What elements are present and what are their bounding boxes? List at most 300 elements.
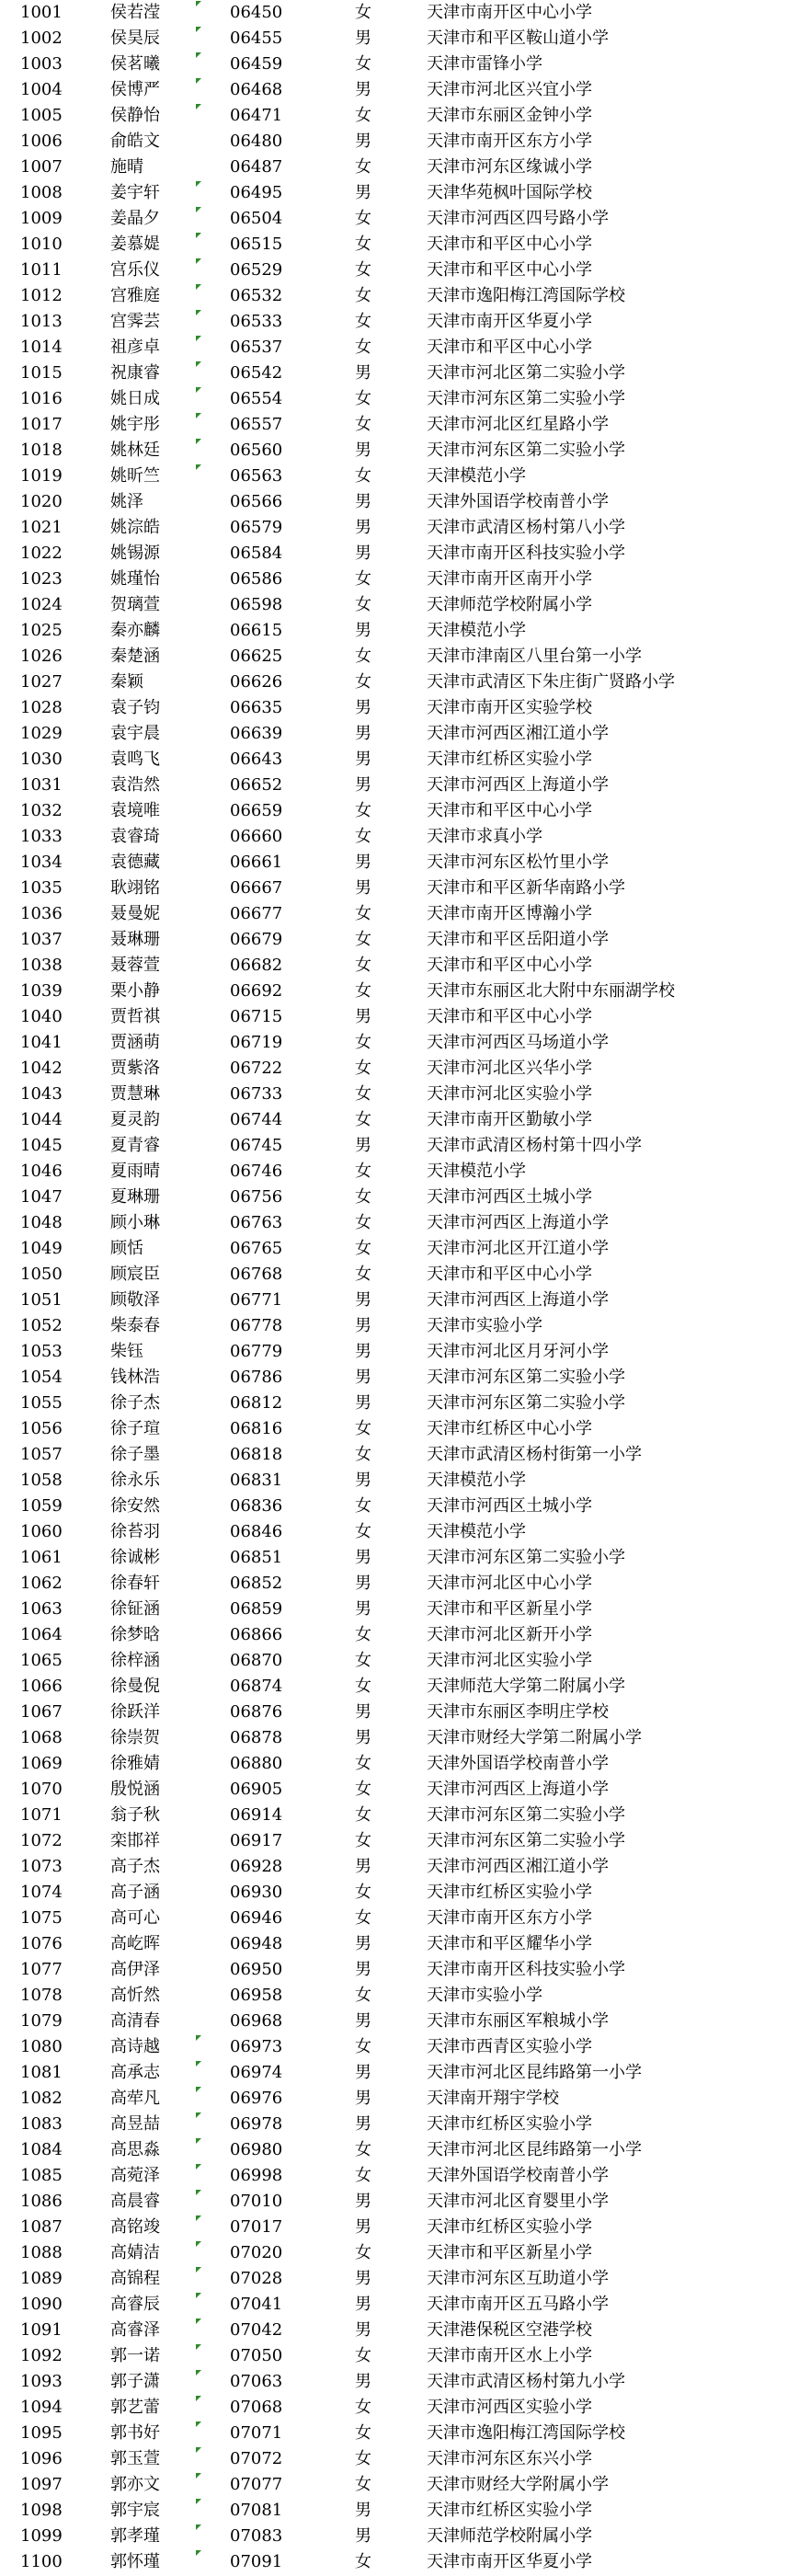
- school-cell: 天津市河北区兴华小学: [427, 1059, 592, 1078]
- gender-cell: 女: [355, 930, 371, 949]
- student-name-cell: 贺璃萱: [110, 595, 160, 614]
- student-id-cell: 1038: [20, 956, 63, 975]
- exam-code-cell: 07010: [230, 2192, 283, 2211]
- student-id-cell: 1082: [20, 2089, 63, 2108]
- exam-code-cell: 06976: [230, 2089, 283, 2108]
- student-name-cell: 高子涵: [110, 1883, 160, 1902]
- table-row: [0, 2498, 799, 2524]
- table-row: [0, 1700, 799, 1725]
- student-name-cell: 徐雅婧: [110, 1754, 160, 1773]
- student-id-cell: 1001: [20, 3, 63, 22]
- student-id-cell: 1061: [20, 1548, 63, 1567]
- student-id-cell: 1058: [20, 1471, 63, 1490]
- gender-cell: 女: [355, 3, 371, 22]
- student-id-cell: 1025: [20, 621, 63, 640]
- exam-code-cell: 06968: [230, 2011, 283, 2031]
- gender-cell: 男: [355, 2269, 371, 2288]
- gender-cell: 女: [355, 1522, 371, 1541]
- cell-error-indicator-icon: [196, 2524, 201, 2530]
- student-name-cell: 徐永乐: [110, 1471, 160, 1490]
- exam-code-cell: 07020: [230, 2243, 283, 2262]
- student-id-cell: 1084: [20, 2140, 63, 2159]
- student-id-cell: 1040: [20, 1007, 63, 1026]
- student-name-cell: 柴钰: [110, 1342, 143, 1361]
- table-row: [0, 1725, 799, 1751]
- gender-cell: 男: [355, 2372, 371, 2391]
- gender-cell: 女: [355, 1419, 371, 1438]
- school-cell: 天津市武清区杨村街第一小学: [427, 1445, 642, 1464]
- student-name-cell: 高昱喆: [110, 2114, 160, 2134]
- exam-code-cell: 06504: [230, 209, 283, 228]
- exam-code-cell: 06579: [230, 518, 283, 537]
- table-row: [0, 129, 799, 155]
- table-row: [0, 1545, 799, 1571]
- student-name-cell: 高铭竣: [110, 2217, 160, 2237]
- student-id-cell: 1077: [20, 1960, 63, 1979]
- school-cell: 天津市和平区中心小学: [427, 801, 592, 820]
- gender-cell: 女: [355, 2475, 371, 2494]
- gender-cell: 男: [355, 1316, 371, 1335]
- gender-cell: 女: [355, 1033, 371, 1052]
- school-cell: 天津市河西区上海道小学: [427, 775, 609, 795]
- exam-code-cell: 06876: [230, 1702, 283, 1722]
- table-row: [0, 1107, 799, 1133]
- school-cell: 天津模范小学: [427, 621, 526, 640]
- exam-code-cell: 06778: [230, 1316, 283, 1335]
- exam-code-cell: 06946: [230, 1908, 283, 1928]
- student-id-cell: 1044: [20, 1110, 63, 1129]
- exam-code-cell: 07091: [230, 2552, 283, 2571]
- table-row: [0, 309, 799, 335]
- table-row: [0, 1597, 799, 1622]
- student-id-cell: 1080: [20, 2037, 63, 2056]
- exam-code-cell: 06836: [230, 1496, 283, 1516]
- cell-error-indicator-icon: [196, 2344, 201, 2350]
- exam-code-cell: 06635: [230, 698, 283, 717]
- student-id-cell: 1003: [20, 54, 63, 74]
- student-name-cell: 高睿泽: [110, 2320, 160, 2340]
- student-name-cell: 侯若滢: [110, 3, 160, 22]
- table-row: [0, 2060, 799, 2086]
- table-row: [0, 901, 799, 927]
- table-row: [0, 541, 799, 567]
- exam-code-cell: 06679: [230, 930, 283, 949]
- cell-error-indicator-icon: [196, 2112, 201, 2118]
- student-id-cell: 1069: [20, 1754, 63, 1773]
- student-name-cell: 夏灵韵: [110, 1110, 160, 1129]
- school-cell: 天津市河北区第二实验小学: [427, 363, 625, 383]
- student-name-cell: 高清春: [110, 2011, 160, 2031]
- school-cell: 天津市河西区湘江道小学: [427, 1857, 609, 1876]
- gender-cell: 女: [355, 1213, 371, 1232]
- student-name-cell: 郭艺蕾: [110, 2398, 160, 2417]
- student-id-cell: 1013: [20, 312, 63, 331]
- cell-error-indicator-icon: [196, 2473, 201, 2479]
- school-cell: 天津市河西区上海道小学: [427, 1780, 609, 1799]
- exam-code-cell: 06487: [230, 157, 283, 177]
- exam-code-cell: 06878: [230, 1728, 283, 1747]
- gender-cell: 男: [355, 2295, 371, 2314]
- student-name-cell: 高锦程: [110, 2269, 160, 2288]
- school-cell: 天津市和平区新华南路小学: [427, 878, 625, 898]
- exam-code-cell: 07077: [230, 2475, 283, 2494]
- cell-error-indicator-icon: [196, 2396, 201, 2401]
- student-id-cell: 1055: [20, 1393, 63, 1413]
- student-name-cell: 翁子秋: [110, 1805, 160, 1825]
- gender-cell: 女: [355, 1677, 371, 1696]
- student-id-cell: 1019: [20, 466, 63, 486]
- exam-code-cell: 06874: [230, 1677, 283, 1696]
- table-row: [0, 2215, 799, 2240]
- student-name-cell: 顾恬: [110, 1239, 143, 1258]
- table-row: [0, 927, 799, 953]
- school-cell: 天津市和平区中心小学: [427, 338, 592, 357]
- student-name-cell: 高睿辰: [110, 2295, 160, 2314]
- table-row: [0, 592, 799, 618]
- school-cell: 天津市河西区上海道小学: [427, 1290, 609, 1310]
- student-id-cell: 1053: [20, 1342, 63, 1361]
- student-name-cell: 徐梦晗: [110, 1625, 160, 1644]
- student-name-cell: 姜宇轩: [110, 183, 160, 202]
- table-row: [0, 2112, 799, 2137]
- cell-error-indicator-icon: [196, 2370, 201, 2376]
- table-row: [0, 361, 799, 386]
- student-id-cell: 1041: [20, 1033, 63, 1052]
- gender-cell: 男: [355, 1136, 371, 1155]
- table-row: [0, 773, 799, 798]
- school-cell: 天津市河东区互助道小学: [427, 2269, 609, 2288]
- student-id-cell: 1059: [20, 1496, 63, 1516]
- cell-error-indicator-icon: [196, 2190, 201, 2195]
- cell-error-indicator-icon: [196, 361, 201, 367]
- student-id-cell: 1026: [20, 647, 63, 666]
- student-id-cell: 1015: [20, 363, 63, 383]
- table-row: [0, 258, 799, 283]
- student-name-cell: 俞皓文: [110, 132, 160, 151]
- exam-code-cell: 06722: [230, 1059, 283, 1078]
- exam-code-cell: 06560: [230, 441, 283, 460]
- student-name-cell: 徐子瑄: [110, 1419, 160, 1438]
- table-row: [0, 1494, 799, 1519]
- exam-code-cell: 06626: [230, 672, 283, 692]
- student-id-cell: 1018: [20, 441, 63, 460]
- school-cell: 天津市武清区杨村第九小学: [427, 2372, 625, 2391]
- table-row: [0, 2034, 799, 2060]
- student-id-cell: 1035: [20, 878, 63, 898]
- student-name-cell: 高伊泽: [110, 1960, 160, 1979]
- student-name-cell: 徐春轩: [110, 1574, 160, 1593]
- cell-error-indicator-icon: [196, 104, 201, 109]
- school-cell: 天津市河北区月牙河小学: [427, 1342, 609, 1361]
- gender-cell: 男: [355, 1393, 371, 1413]
- exam-code-cell: 06958: [230, 1986, 283, 2005]
- school-cell: 天津市河东区第二实验小学: [427, 1393, 625, 1413]
- student-id-cell: 1072: [20, 1831, 63, 1850]
- exam-code-cell: 06639: [230, 724, 283, 743]
- exam-code-cell: 06480: [230, 132, 283, 151]
- student-name-cell: 郭书好: [110, 2423, 160, 2443]
- exam-code-cell: 06816: [230, 1419, 283, 1438]
- school-cell: 天津市和平区耀华小学: [427, 1934, 592, 1953]
- school-cell: 天津市和平区新星小学: [427, 1599, 592, 1619]
- student-id-cell: 1042: [20, 1059, 63, 1078]
- exam-code-cell: 07017: [230, 2217, 283, 2237]
- student-id-cell: 1097: [20, 2475, 63, 2494]
- gender-cell: 女: [355, 54, 371, 74]
- student-id-cell: 1008: [20, 183, 63, 202]
- table-row: [0, 386, 799, 412]
- school-cell: 天津市求真小学: [427, 827, 542, 846]
- gender-cell: 男: [355, 878, 371, 898]
- gender-cell: 女: [355, 1780, 371, 1799]
- gender-cell: 女: [355, 1496, 371, 1516]
- gender-cell: 男: [355, 1007, 371, 1026]
- exam-code-cell: 06667: [230, 878, 283, 898]
- gender-cell: 男: [355, 183, 371, 202]
- gender-cell: 女: [355, 1239, 371, 1258]
- exam-code-cell: 06450: [230, 3, 283, 22]
- student-id-cell: 1087: [20, 2217, 63, 2237]
- school-cell: 天津市河东区第二实验小学: [427, 1548, 625, 1567]
- gender-cell: 女: [355, 2346, 371, 2365]
- exam-code-cell: 06786: [230, 1368, 283, 1387]
- student-name-cell: 高诗越: [110, 2037, 160, 2056]
- school-cell: 天津市东丽区李明庄学校: [427, 1702, 609, 1722]
- table-row: [0, 1854, 799, 1880]
- gender-cell: 男: [355, 1574, 371, 1593]
- cell-error-indicator-icon: [196, 233, 201, 238]
- table-row: [0, 1931, 799, 1957]
- school-cell: 天津市河东区缘诚小学: [427, 157, 592, 177]
- gender-cell: 女: [355, 1831, 371, 1850]
- table-row: [0, 2343, 799, 2369]
- school-cell: 天津市南开区东方小学: [427, 132, 592, 151]
- exam-code-cell: 06455: [230, 29, 283, 48]
- table-row: [0, 52, 799, 77]
- cell-error-indicator-icon: [196, 2318, 201, 2324]
- student-name-cell: 侯博严: [110, 80, 160, 99]
- student-id-cell: 1091: [20, 2320, 63, 2340]
- school-cell: 天津市河东区第二实验小学: [427, 389, 625, 408]
- exam-code-cell: 06917: [230, 1831, 283, 1850]
- gender-cell: 女: [355, 1754, 371, 1773]
- exam-code-cell: 07068: [230, 2398, 283, 2417]
- student-id-cell: 1028: [20, 698, 63, 717]
- gender-cell: 女: [355, 2449, 371, 2468]
- school-cell: 天津港保税区空港学校: [427, 2320, 592, 2340]
- student-name-cell: 栗小静: [110, 981, 160, 1001]
- exam-code-cell: 07041: [230, 2295, 283, 2314]
- cell-error-indicator-icon: [196, 284, 201, 290]
- student-id-cell: 1052: [20, 1316, 63, 1335]
- school-cell: 天津市和平区中心小学: [427, 956, 592, 975]
- cell-error-indicator-icon: [196, 2293, 201, 2298]
- school-cell: 天津市河西区上海道小学: [427, 1213, 609, 1232]
- student-id-cell: 1054: [20, 1368, 63, 1387]
- exam-code-cell: 06515: [230, 235, 283, 254]
- school-cell: 天津市武清区下朱庄街广贤路小学: [427, 672, 675, 692]
- cell-error-indicator-icon: [196, 2087, 201, 2092]
- exam-code-cell: 07028: [230, 2269, 283, 2288]
- school-cell: 天津市南开区科技实验小学: [427, 544, 625, 563]
- school-cell: 天津市逸阳梅江湾国际学校: [427, 2423, 625, 2443]
- cell-error-indicator-icon: [196, 387, 201, 393]
- student-name-cell: 高思淼: [110, 2140, 160, 2159]
- exam-code-cell: 06763: [230, 1213, 283, 1232]
- student-name-cell: 宫雅庭: [110, 286, 160, 305]
- school-cell: 天津市河东区第二实验小学: [427, 441, 625, 460]
- exam-code-cell: 06542: [230, 363, 283, 383]
- table-row: [0, 1674, 799, 1700]
- exam-code-cell: 06928: [230, 1857, 283, 1876]
- student-name-cell: 侯静怡: [110, 106, 160, 125]
- student-id-cell: 1076: [20, 1934, 63, 1953]
- table-row: [0, 1313, 799, 1339]
- student-id-cell: 1030: [20, 750, 63, 769]
- student-name-cell: 顾宸臣: [110, 1265, 160, 1284]
- student-id-cell: 1048: [20, 1213, 63, 1232]
- table-row: [0, 1210, 799, 1236]
- student-id-cell: 1062: [20, 1574, 63, 1593]
- gender-cell: 男: [355, 2501, 371, 2520]
- school-cell: 天津市津南区八里台第一小学: [427, 647, 642, 666]
- gender-cell: 女: [355, 595, 371, 614]
- student-name-cell: 姚昕竺: [110, 466, 160, 486]
- student-id-cell: 1056: [20, 1419, 63, 1438]
- cell-error-indicator-icon: [196, 2421, 201, 2427]
- student-id-cell: 1005: [20, 106, 63, 125]
- exam-code-cell: 06533: [230, 312, 283, 331]
- table-row: [0, 515, 799, 541]
- student-name-cell: 姜晶夕: [110, 209, 160, 228]
- gender-cell: 女: [355, 2166, 371, 2185]
- cell-error-indicator-icon: [196, 310, 201, 315]
- student-id-cell: 1083: [20, 2114, 63, 2134]
- table-row: [0, 721, 799, 747]
- student-name-cell: 聂蓉萱: [110, 956, 160, 975]
- table-row: [0, 1004, 799, 1030]
- student-id-cell: 1006: [20, 132, 63, 151]
- table-row: [0, 2472, 799, 2498]
- exam-code-cell: 06529: [230, 260, 283, 280]
- school-cell: 天津市南开区博瀚小学: [427, 904, 592, 923]
- exam-code-cell: 06974: [230, 2063, 283, 2082]
- student-name-cell: 栾邯祥: [110, 1831, 160, 1850]
- gender-cell: 女: [355, 1651, 371, 1670]
- student-name-cell: 秦楚涵: [110, 647, 160, 666]
- student-name-cell: 聂琳珊: [110, 930, 160, 949]
- exam-code-cell: 06615: [230, 621, 283, 640]
- exam-code-cell: 06566: [230, 492, 283, 511]
- student-id-cell: 1034: [20, 853, 63, 872]
- table-row: [0, 2137, 799, 2163]
- school-cell: 天津市河东区东兴小学: [427, 2449, 592, 2468]
- student-id-cell: 1010: [20, 235, 63, 254]
- exam-code-cell: 06468: [230, 80, 283, 99]
- school-cell: 天津市河西区四号路小学: [427, 209, 609, 228]
- gender-cell: 男: [355, 1290, 371, 1310]
- gender-cell: 女: [355, 1908, 371, 1928]
- student-name-cell: 贾涵萌: [110, 1033, 160, 1052]
- cell-error-indicator-icon: [196, 207, 201, 212]
- student-name-cell: 姚淙皓: [110, 518, 160, 537]
- cell-error-indicator-icon: [196, 27, 201, 32]
- gender-cell: 男: [355, 2526, 371, 2546]
- gender-cell: 男: [355, 80, 371, 99]
- student-name-cell: 殷悦涵: [110, 1780, 160, 1799]
- exam-code-cell: 06643: [230, 750, 283, 769]
- gender-cell: 男: [355, 1599, 371, 1619]
- gender-cell: 女: [355, 1162, 371, 1181]
- student-name-cell: 高屹晖: [110, 1934, 160, 1953]
- table-row: [0, 1828, 799, 1854]
- student-id-cell: 1100: [20, 2552, 63, 2571]
- table-row: [0, 1751, 799, 1777]
- school-cell: 天津市红桥区实验小学: [427, 750, 592, 769]
- gender-cell: 女: [355, 2398, 371, 2417]
- school-cell: 天津市河北区昆纬路第一小学: [427, 2063, 642, 2082]
- school-cell: 天津师范学校附属小学: [427, 2526, 592, 2546]
- gender-cell: 男: [355, 441, 371, 460]
- gender-cell: 男: [355, 2063, 371, 2082]
- student-id-cell: 1092: [20, 2346, 63, 2365]
- table-row: [0, 0, 799, 26]
- table-row: [0, 747, 799, 773]
- exam-code-cell: 06779: [230, 1342, 283, 1361]
- student-id-cell: 1036: [20, 904, 63, 923]
- school-cell: 天津市河北区兴宜小学: [427, 80, 592, 99]
- exam-code-cell: 06459: [230, 54, 283, 74]
- exam-code-cell: 07072: [230, 2449, 283, 2468]
- student-id-cell: 1075: [20, 1908, 63, 1928]
- student-name-cell: 姚宇彤: [110, 415, 160, 434]
- gender-cell: 女: [355, 2423, 371, 2443]
- gender-cell: 男: [355, 2320, 371, 2340]
- student-name-cell: 祝康睿: [110, 363, 160, 383]
- exam-code-cell: 07083: [230, 2526, 283, 2546]
- student-id-cell: 1023: [20, 569, 63, 589]
- table-row: [0, 1262, 799, 1288]
- student-id-cell: 1033: [20, 827, 63, 846]
- cell-error-indicator-icon: [196, 464, 201, 470]
- gender-cell: 女: [355, 956, 371, 975]
- student-id-cell: 1066: [20, 1677, 63, 1696]
- table-row: [0, 77, 799, 103]
- student-id-cell: 1085: [20, 2166, 63, 2185]
- exam-code-cell: 06532: [230, 286, 283, 305]
- gender-cell: 男: [355, 750, 371, 769]
- table-row: [0, 2549, 799, 2575]
- gender-cell: 男: [355, 698, 371, 717]
- school-cell: 天津模范小学: [427, 1162, 526, 1181]
- table-row: [0, 2524, 799, 2549]
- table-row: [0, 1880, 799, 1906]
- school-cell: 天津市南开区南开小学: [427, 569, 592, 589]
- table-row: [0, 206, 799, 232]
- gender-cell: 男: [355, 544, 371, 563]
- table-row: [0, 695, 799, 721]
- student-id-cell: 1007: [20, 157, 63, 177]
- student-name-cell: 姚泽: [110, 492, 143, 511]
- table-row: [0, 798, 799, 824]
- gender-cell: 女: [355, 2552, 371, 2571]
- exam-code-cell: 06818: [230, 1445, 283, 1464]
- exam-code-cell: 06537: [230, 338, 283, 357]
- table-row: [0, 1288, 799, 1313]
- student-name-cell: 高忻然: [110, 1986, 160, 2005]
- gender-cell: 女: [355, 569, 371, 589]
- gender-cell: 女: [355, 827, 371, 846]
